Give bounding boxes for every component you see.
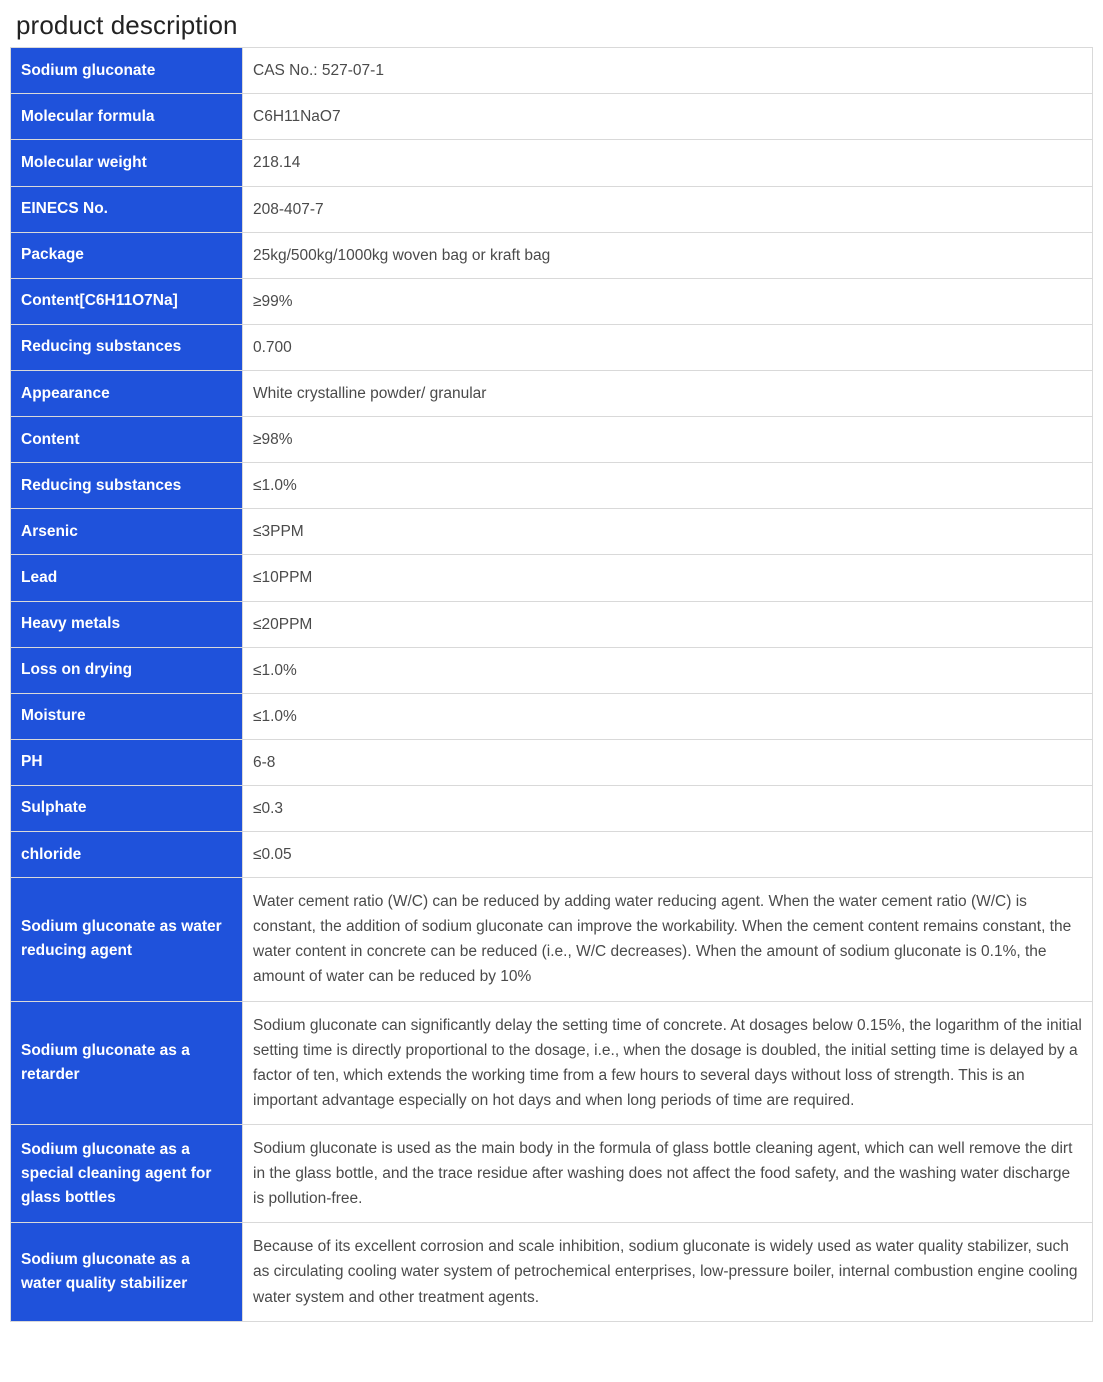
row-label: Sodium gluconate as a water quality stabilizer: [11, 1223, 243, 1321]
table-row: [11, 186, 1093, 232]
row-value: White crystalline powder/ granular: [243, 370, 1093, 416]
table-row: [11, 94, 1093, 140]
row-label: Sodium gluconate: [11, 48, 243, 94]
row-label: Content[C6H11O7Na]: [11, 278, 243, 324]
table-row: [11, 463, 1093, 509]
row-value: ≤1.0%: [243, 463, 1093, 509]
row-value: 6-8: [243, 739, 1093, 785]
row-label: Loss on drying: [11, 647, 243, 693]
row-value: 218.14: [243, 140, 1093, 186]
row-label: Appearance: [11, 370, 243, 416]
row-value: ≤1.0%: [243, 693, 1093, 739]
row-label: Lead: [11, 555, 243, 601]
row-value: ≤20PPM: [243, 601, 1093, 647]
table-row: [11, 1223, 1093, 1321]
row-value: 0.700: [243, 324, 1093, 370]
row-value: CAS No.: 527-07-1: [243, 48, 1093, 94]
row-label: Reducing substances: [11, 463, 243, 509]
row-value: 25kg/500kg/1000kg woven bag or kraft bag: [243, 232, 1093, 278]
table-row: [11, 555, 1093, 601]
row-value: ≥98%: [243, 417, 1093, 463]
table-row: [11, 601, 1093, 647]
row-label: Sulphate: [11, 785, 243, 831]
row-label: Arsenic: [11, 509, 243, 555]
table-row: [11, 832, 1093, 878]
table-row: [11, 647, 1093, 693]
table-row: [11, 140, 1093, 186]
table-row: [11, 1001, 1093, 1124]
table-row: [11, 785, 1093, 831]
row-value: Sodium gluconate can significantly delay the setting time of concrete. At dosages below 0.15%, the logarithm of the initial setting time is directly proportional to the dosage, i.e., when the dosage is doubled, the initial setting time is delayed by a factor of ten, which extends the working time from a few hours to several days without loss of strength. This is an important advantage especially on hot days and when long periods of time are required.: [243, 1001, 1093, 1124]
row-label: PH: [11, 739, 243, 785]
row-value: ≤10PPM: [243, 555, 1093, 601]
table-row: [11, 693, 1093, 739]
row-value: Because of its excellent corrosion and scale inhibition, sodium gluconate is widely used as water quality stabilizer, such as circulating cooling water system of petrochemical enterprises, low-pressure boiler, internal combustion engine cooling water system and other treatment agents.: [243, 1223, 1093, 1321]
row-value: ≤3PPM: [243, 509, 1093, 555]
row-label: Moisture: [11, 693, 243, 739]
row-value: ≤0.3: [243, 785, 1093, 831]
table-row: [11, 417, 1093, 463]
row-label: EINECS No.: [11, 186, 243, 232]
row-value: ≤0.05: [243, 832, 1093, 878]
row-value: Water cement ratio (W/C) can be reduced by adding water reducing agent. When the water cement ratio (W/C) is constant, the addition of sodium gluconate can improve the workability. When the cement content remains constant, the water content in concrete can be reduced (i.e., W/C decreases). When the amount of sodium gluconate is 0.1%, the amount of water can be reduced by 10%: [243, 878, 1093, 1001]
table-row: [11, 48, 1093, 94]
row-label: Molecular weight: [11, 140, 243, 186]
row-label: Heavy metals: [11, 601, 243, 647]
row-label: Sodium gluconate as a retarder: [11, 1001, 243, 1124]
row-label: Sodium gluconate as water reducing agent: [11, 878, 243, 1001]
table-row: [11, 878, 1093, 1001]
table-row: [11, 370, 1093, 416]
table-row: [11, 1125, 1093, 1223]
row-label: Content: [11, 417, 243, 463]
table-row: [11, 324, 1093, 370]
row-value: ≤1.0%: [243, 647, 1093, 693]
row-label: Reducing substances: [11, 324, 243, 370]
product-specification-table: [10, 47, 1093, 1322]
table-row: [11, 739, 1093, 785]
row-value: ≥99%: [243, 278, 1093, 324]
table-row: [11, 278, 1093, 324]
page-title: product description: [16, 10, 238, 40]
row-label: Molecular formula: [11, 94, 243, 140]
row-value: Sodium gluconate is used as the main body in the formula of glass bottle cleaning agent, which can well remove the dirt in the glass bottle, and the trace residue after washing does not affect the food safety, and the washing water discharge is pollution-free.: [243, 1125, 1093, 1223]
table-body: [11, 48, 1093, 1322]
row-value: C6H11NaO7: [243, 94, 1093, 140]
table-row: [11, 232, 1093, 278]
row-value: 208-407-7: [243, 186, 1093, 232]
row-label: Package: [11, 232, 243, 278]
row-label: chloride: [11, 832, 243, 878]
table-row: [11, 509, 1093, 555]
row-label: Sodium gluconate as a special cleaning agent for glass bottles: [11, 1125, 243, 1223]
